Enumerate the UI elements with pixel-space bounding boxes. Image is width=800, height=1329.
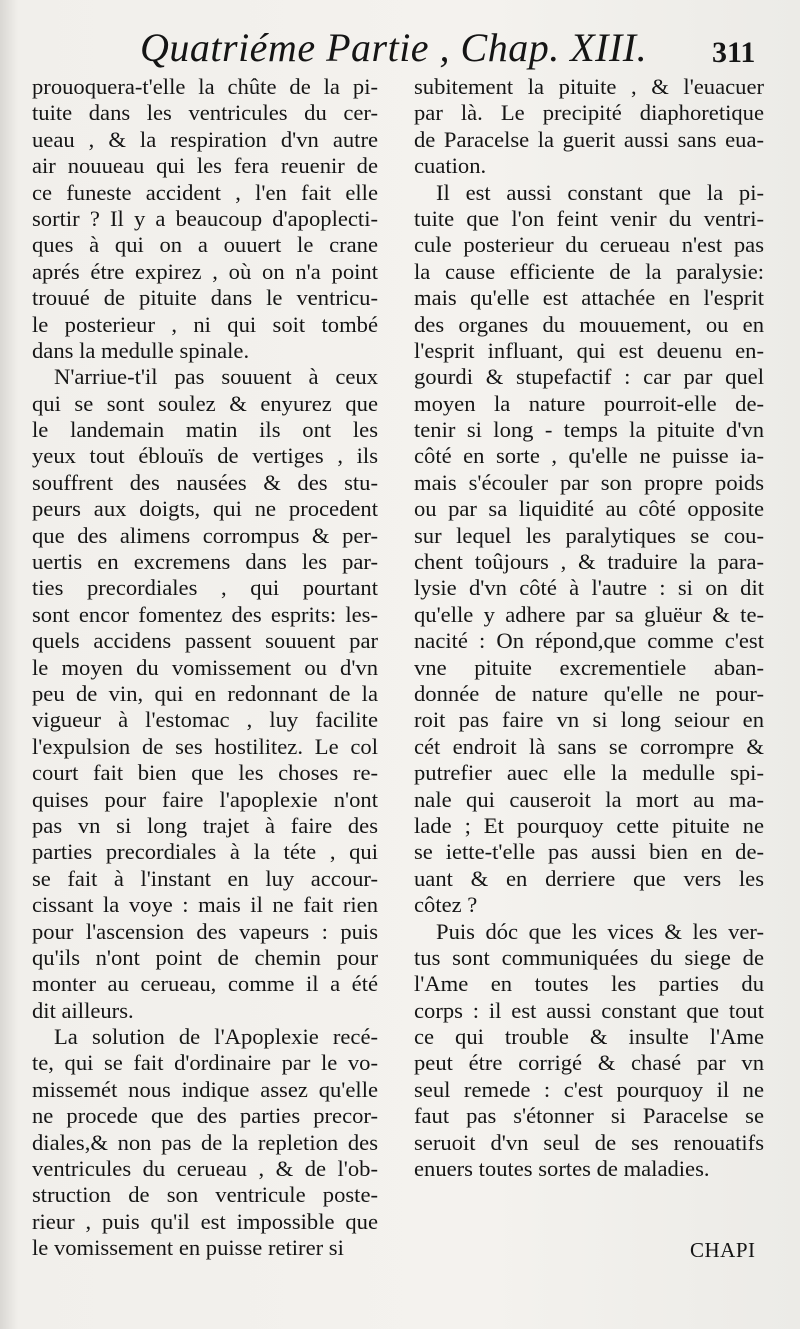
text-line: pour l'ascension des vapeurs : puis: [32, 918, 378, 944]
text-line: qu'elle y adhere par sa gluëur & te-: [414, 601, 764, 627]
text-line: cule posterieur du cerueau n'est pas: [414, 232, 764, 258]
text-line: sortir ? Il y a beaucoup d'apoplecti-: [32, 205, 378, 231]
text-line: cét endroit là sans se corrompre &: [414, 733, 764, 759]
text-line: mais s'écouler par son propre poids: [414, 469, 764, 495]
text-line: struction de son ventricule poste-: [32, 1182, 378, 1208]
text-line: peurs aux doigts, qui ne procedent: [32, 496, 378, 522]
text-line: mais qu'elle est attachée en l'esprit: [414, 285, 764, 311]
text-line: monter au cerueau, comme il a été: [32, 971, 378, 997]
text-line: lade ; Et pourquoy cette pituite ne: [414, 812, 764, 838]
text-line: que des alimens corrompus & per-: [32, 522, 378, 548]
text-line: de Paracelse la guerit aussi sans eua-: [414, 126, 764, 152]
text-line: le landemain matin ils ont les: [32, 417, 378, 443]
text-line: N'arriue-t'il pas souuent à ceux: [54, 364, 378, 390]
text-line: yeux tout éblouïs de vertiges , ils: [32, 443, 378, 469]
text-line: subitement la pituite , & l'euacuer: [414, 74, 764, 99]
text-line: donnée de nature qu'elle ne pour-: [414, 680, 764, 706]
text-line: ce qui trouble & insulte l'Ame: [414, 1024, 764, 1050]
text-line: prouoquera-t'elle la chûte de la pi-: [32, 74, 378, 99]
catchword: CHAPI: [690, 1238, 756, 1262]
text-line: tuite dans les ventricules du cer-: [32, 100, 378, 126]
text-line: le vomissement en puisse retirer si: [32, 1235, 344, 1261]
text-line: missemét nous indique assez qu'elle: [32, 1076, 378, 1102]
text-line: quises pour faire l'apoplexie n'ont: [32, 786, 378, 812]
text-line: vne pituite excrementiele aban-: [414, 654, 764, 680]
text-line: ne procede que des parties precor-: [32, 1103, 378, 1129]
text-line: air nouueau qui les fera reuenir de: [32, 153, 378, 179]
text-line: enuers toutes sortes de maladies.: [414, 1156, 710, 1182]
text-line: se iette-t'elle pas aussi bien en de-: [414, 839, 764, 865]
running-head: Quatriéme Partie , Chap. XIII.: [140, 25, 648, 70]
text-line: ce funeste accident , l'en fait elle: [32, 179, 378, 205]
text-line: Puis dóc que les vices & les ver-: [436, 918, 764, 944]
page-number: 311: [712, 36, 756, 69]
text-line: souffrent des nausées & des stu-: [32, 469, 378, 495]
text-line: sont encor fomentez des esprits: les-: [32, 601, 378, 627]
text-line: La solution de l'Apoplexie recé-: [54, 1024, 378, 1050]
text-line: ou par sa liquidité au côté opposite: [414, 496, 764, 522]
text-line: tuite que l'on feint venir du ventri-: [414, 205, 764, 231]
text-line: nacité : On répond,que comme c'est: [414, 628, 764, 654]
text-line: diales,& non pas de la repletion des: [32, 1129, 378, 1155]
text-line: lysie d'vn côté à l'autre : si on dit: [414, 575, 764, 601]
text-line: uant & en derriere que vers les: [414, 865, 764, 891]
text-line: ties precordiales , qui pourtant: [32, 575, 378, 601]
text-line: qui se sont soulez & enyurez que: [32, 390, 378, 416]
text-line: ueau , & la respiration d'vn autre: [32, 126, 378, 152]
text-line: sur lequel les paralytiques se cou-: [414, 522, 764, 548]
text-line: rieur , puis qu'il est impossible que: [32, 1208, 378, 1234]
text-line: l'esprit influant, qui est deuenu en-: [414, 337, 764, 363]
text-line: chent toûjours , & traduire la para-: [414, 549, 764, 575]
text-line: trouué de pituite dans le ventricu-: [32, 285, 378, 311]
text-line: peu de vin, qui en redonnant de la: [32, 680, 378, 706]
text-line: des organes du mouuement, ou en: [414, 311, 764, 337]
text-line: l'Ame en toutes les parties du: [414, 971, 764, 997]
text-line: dans la medulle spinale.: [32, 337, 250, 363]
text-line: parties precordiales à la téte , qui: [32, 839, 378, 865]
text-line: putrefier auec elle la medulle spi-: [414, 760, 764, 786]
text-line: la cause efficiente de la paralysie:: [414, 258, 764, 284]
text-line: le posterieur , ni qui soit tombé: [32, 311, 378, 337]
text-line: corps : il est aussi constant que tout: [414, 997, 764, 1023]
left-column: [32, 74, 378, 1262]
text-line: quels accidens passent souuent par: [32, 628, 378, 654]
text-line: cuation.: [414, 153, 487, 179]
text-line: vigueur à l'estomac , luy facilite: [32, 707, 378, 733]
text-line: tenir si long - temps la pituite d'vn: [414, 417, 764, 443]
text-line: moyen la nature pourroit-elle de-: [414, 390, 764, 416]
text-line: l'expulsion de ses hostilitez. Le col: [32, 733, 378, 759]
text-line: pas vn si long trajet à faire des: [32, 812, 378, 838]
text-line: uertis en excremens dans les par-: [32, 549, 378, 575]
text-line: côtez ?: [414, 892, 478, 918]
text-line: peut étre corrigé & chasé par vn: [414, 1050, 764, 1076]
text-line: aprés étre expirez , où on n'a point: [32, 258, 378, 284]
text-line: nale qui causeroit la mort au ma-: [414, 786, 764, 812]
text-line: par là. Le precipité diaphoretique: [414, 100, 764, 126]
text-line: se fait à l'instant en luy accour-: [32, 865, 378, 891]
text-line: faut pas s'étonner si Paracelse se: [414, 1103, 764, 1129]
text-line: qu'ils n'ont point de chemin pour: [32, 944, 378, 970]
text-line: court fait bien que les choses re-: [32, 760, 378, 786]
text-line: ventricules du cerueau , & de l'ob-: [32, 1156, 378, 1182]
text-line: seul remede : c'est pourquoy il ne: [414, 1076, 764, 1102]
text-line: roit pas faire vn si long seiour en: [414, 707, 764, 733]
right-column: [414, 74, 764, 1182]
text-line: seruoit d'vn seul de ses renouatifs: [414, 1129, 764, 1155]
text-line: gourdi & stupefactif : car par quel: [414, 364, 764, 390]
text-line: Il est aussi constant que la pi-: [436, 179, 764, 205]
text-line: te, qui se fait d'ordinaire par le vo-: [32, 1050, 378, 1076]
text-line: le moyen du vomissement ou d'vn: [32, 654, 378, 680]
text-line: dit ailleurs.: [32, 997, 134, 1023]
text-line: ques à qui on a ouuert le crane: [32, 232, 378, 258]
text-line: tus sont communiquées du siege de: [414, 944, 764, 970]
text-line: cissant la voye : mais il ne fait rien: [32, 892, 378, 918]
text-line: côté en sorte , qu'elle ne puisse ia-: [414, 443, 764, 469]
